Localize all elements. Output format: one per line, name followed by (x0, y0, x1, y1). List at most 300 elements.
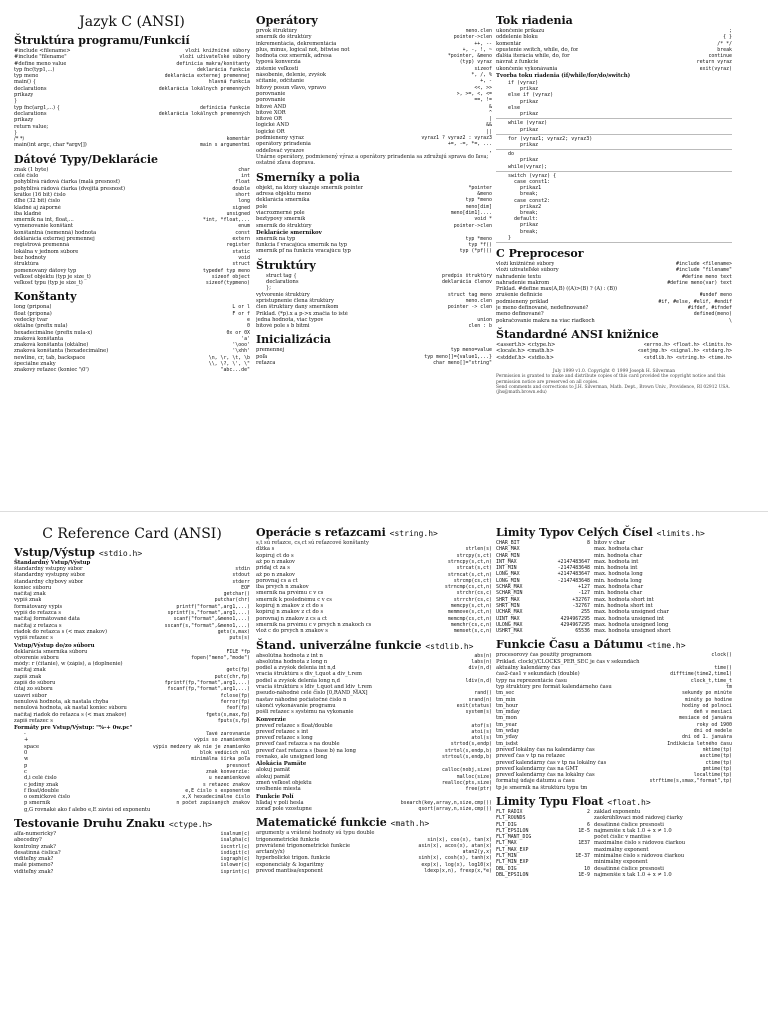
entry-value: unsigned (226, 210, 250, 217)
section-constants-heading: Konštanty (14, 290, 77, 304)
entry-value: dni od 1. januára (681, 734, 732, 741)
entry-label: vloží knižničné súbory (496, 260, 555, 267)
code-block: switch (vyraz) { case const1: prikaz1 break; case const2: prikaz2 break; default: prikaz break; } (496, 172, 732, 243)
entry-label: typová konverzia (256, 59, 301, 66)
structs-def-list (256, 273, 492, 292)
limit-name: FLT_RADIX (496, 808, 523, 815)
entry-value: strchr(cs,c) (456, 590, 492, 597)
limit-row (496, 628, 732, 634)
entry-label: uvoľnenie miesta (256, 786, 301, 793)
entry-value: /* */ (717, 40, 732, 47)
section-operators-heading: Operátory (256, 14, 318, 27)
entry-label: c (24, 768, 27, 775)
entry-value: <stdlib.h> <string.h> <time.h> (643, 354, 732, 361)
entry-label: <stddef.h> <stdio.h> (496, 354, 554, 361)
limit-value: +2147483647 (557, 558, 590, 565)
entry-label: declarations (14, 85, 47, 92)
entry-value: <errno.h> <float.h> <limits.h> (643, 341, 732, 348)
entry-value: typ *meno (465, 235, 492, 242)
entry-value: typ meno[]={value1,...} (424, 353, 492, 360)
entry-label: vlož c do prvých n znakov s (256, 628, 328, 635)
entry-value: definícia funkcie (199, 104, 250, 111)
entry-value: '\ooo' (232, 342, 250, 349)
limit-description: maximálny exponent (594, 846, 649, 853)
limit-name: FLT_DIG (496, 821, 517, 828)
entry-label: preveď kalendárny čas na GMT (496, 765, 579, 772)
entry-label: tm_sec (496, 690, 515, 697)
limit-name: DBL_DIG (496, 865, 517, 872)
entry-label: vytvorenie štruktúry (256, 291, 310, 298)
ctype-list (14, 831, 250, 875)
entry-label: Príklad. clock()/CLOCKS_PER_SEC je čas v sekundách (496, 658, 640, 665)
limit-description: max. hodnota unsigned char (594, 609, 669, 616)
entry-value: \n, \r, \t, \b (208, 354, 250, 361)
entry-value: pointer->clen (453, 222, 492, 229)
entry-label: zmeň veľkosť objektu (256, 779, 312, 786)
entry-label: načítaj znak (14, 667, 46, 674)
entry-label: }; (266, 285, 272, 292)
entry-label: tm_year (496, 721, 518, 728)
entry-label: vracia štruktúru s div_t.quot a div_t.rem (256, 671, 362, 678)
entry-label: jedna hodnota, viac typov (256, 316, 324, 323)
entry-value: srand(n) (468, 696, 492, 703)
limit-description: min. hodnota char (594, 590, 643, 597)
operators-note: Unárne operátory, podmienený výraz a operátory priradenia sa združujú sprava do ľava; ostatné zľava doprava. (256, 153, 489, 167)
section-flow-heading: Tok riadenia (496, 14, 573, 27)
limit-description: minimálne číslo s rádovou čiarkou (594, 853, 685, 860)
limit-value: 4294967295 (560, 615, 590, 622)
entry-value: abs(n) (474, 652, 492, 659)
entry-label: reťazca (256, 359, 276, 366)
entry-label: typ fnc(typ1,...) (14, 66, 55, 73)
entry-value: fclose(fp) (220, 692, 250, 699)
entry-value: (typ) vyraz (459, 59, 492, 66)
entry-value: meno.clen (465, 28, 492, 34)
entry-label: koniec súboru (14, 584, 52, 591)
entry-label: hyperbolické trigon. funkcie (256, 855, 331, 862)
limit-description: desatinné číslice presnosti (594, 821, 664, 828)
section-pointers-heading: Smerníky a polia (256, 170, 360, 184)
limits-heading-text: Limity Typov Celých Čísel (496, 526, 653, 539)
entry-label: preveď časť reťazca s (base b) na long (256, 747, 356, 754)
entry-label: príkazy (14, 92, 34, 99)
entry-label: Príklad. #define max(A,B) ((A)>(B) ? (A) : (B)) (496, 286, 618, 293)
entry-label: zrušenie definície (496, 292, 543, 299)
entry-value: strcat(s,ct) (456, 565, 492, 572)
entry-label: alokuj pamäť (256, 767, 291, 774)
entry-value: union (477, 316, 492, 323)
float-header-file: <float.h> (607, 797, 651, 807)
entry-value: asin(x), acos(x), atan(x) (418, 842, 492, 849)
entry-value: EOF (241, 584, 250, 591)
entry-row (256, 806, 492, 812)
entry-value: char meno[]="string" (433, 359, 492, 366)
entry-value: strtoul(s,endp,b) (441, 754, 492, 761)
entry-label: g,G rovnaké ako f alebo e,E závisí od exponentu (24, 806, 151, 813)
entry-label: objekt, na ktorý ukazuje smerník pointer (256, 184, 364, 191)
entry-label: pohyblivá rádová čiarka (malá presnosť) (14, 179, 120, 186)
entry-value: , (489, 147, 492, 154)
entry-row (256, 628, 492, 634)
entry-value: extern (232, 236, 250, 243)
page1-column-2 (256, 10, 492, 366)
string-list (256, 546, 492, 634)
entry-value: u nezamienkové (208, 775, 250, 782)
limit-description: max. hodnota unsigned long (594, 621, 669, 628)
entry-value: predpis štruktúry (441, 272, 492, 279)
entry-value: meno.clen (465, 297, 492, 304)
limit-description: max. hodnota char (594, 546, 644, 553)
entry-value: meno[dim] (465, 203, 492, 210)
entry-label: bitový posun vľavo, vpravo (256, 84, 327, 91)
entry-label: zistenie veľkosti (256, 65, 299, 72)
entry-value: ^ (489, 109, 492, 116)
stdlib-conv-list (256, 723, 492, 761)
entry-value: definícia makra/konštanty (176, 60, 250, 67)
entry-value: signed (232, 204, 250, 211)
limit-name: SCHAR_MAX (496, 584, 523, 591)
entry-value: <setjmp.h> <signal.h> <stdarg.h> (637, 348, 732, 355)
entry-label: deklarácia smerníka súboru (14, 648, 88, 655)
stdlib-sub3: Funkcie Polí (256, 793, 294, 800)
entry-value: #if, #else, #elif, #endif (658, 298, 732, 305)
entry-value: getchar() (223, 591, 250, 598)
entry-label: p (24, 762, 28, 769)
limit-name: CHAR_MIN (496, 552, 520, 559)
entry-label: } (14, 98, 18, 105)
entry-value: iscntrl(c) (220, 843, 250, 850)
entry-value: pointer->clen (453, 34, 492, 41)
types-list (14, 167, 250, 287)
entry-label: návrat z funkcie (496, 59, 539, 66)
entry-label: vypíš reťazec s (14, 635, 53, 642)
entry-label: pošli reťazec s systému na vykonanie (256, 709, 354, 716)
limit-value: 255 (581, 609, 590, 616)
entry-label: f float/double (24, 787, 59, 794)
entry-value: ferror(fp) (220, 698, 250, 705)
limit-name: INT_MAX (496, 558, 517, 565)
entry-value: fprintf(fp,"format",arg1,...) (164, 680, 250, 687)
limit-description: min. hodnota char (594, 552, 643, 559)
entry-label: w (24, 756, 29, 763)
limit-name: FLT_MIN_EXP (496, 859, 529, 866)
entry-label: smerník k poslednému c v cs (256, 596, 332, 603)
io-sub2: Vstup/Výstup do/zo súboru (14, 642, 95, 649)
entry-label: trigonometrické funkcie (256, 836, 320, 843)
entry-value: "abc...de" (220, 367, 250, 374)
limit-name: SHRT_MAX (496, 596, 520, 603)
entry-value: feof(fp) (226, 705, 250, 712)
entry-value: clock_t,time_t (690, 677, 732, 684)
page2-column-1 (14, 522, 250, 875)
entry-value: time() (714, 665, 732, 672)
entry-value: memcmp(cs,ct,n) (447, 615, 492, 622)
pointers-subheading: Deklarácie smerníkov (256, 229, 322, 236)
page1-column-3 (496, 10, 732, 396)
entry-label: preveď lokálny čas na kalendárny čas (496, 746, 595, 753)
entry-value: deklarácia externej premennej (164, 73, 250, 80)
entry-label: načítaj riadok do reťazca s (< max znakov) (14, 711, 127, 718)
entry-value: +, - (480, 78, 492, 85)
limits-header-file: <limits.h> (656, 529, 705, 538)
entry-label: smerník na prvému c v cs (256, 590, 324, 597)
math-header-file: <math.h> (390, 819, 430, 829)
entry-value: #ifdef, #ifndef (687, 305, 732, 312)
entry-label: iba kladné (14, 210, 42, 217)
entry-label: vypíš znak (14, 597, 42, 604)
entry-value: presnosť (226, 762, 250, 769)
entry-row (14, 869, 250, 875)
entry-label: kladné aj záporné (14, 204, 61, 211)
entry-value: defined(meno) (693, 311, 732, 318)
entry-label: veľkosť typu (typ je size_t) (14, 280, 83, 287)
entry-value: sizeof(typmeno) (205, 280, 250, 287)
footer-permission: Permission is granted to make and distribute copies of this card provided the copyright notice and this permission notice are preserved on all copies. (496, 374, 726, 385)
entry-label: prvok štruktúry (256, 28, 298, 34)
limit-name: DBL_EPSILON (496, 871, 529, 878)
entry-value: calloc(nobj,size) (441, 767, 492, 774)
entry-label: malé písmeno? (14, 862, 54, 869)
entry-label: o osmičkové číslo (24, 794, 70, 801)
section-time-heading (496, 638, 732, 651)
entry-label: declarations (14, 110, 47, 117)
entry-label: preveď kalendárny čas na lokálny čas (496, 772, 595, 779)
entry-row (256, 754, 492, 760)
entry-label: space (24, 743, 40, 750)
entry-value: strncat(s,ct,n) (447, 571, 492, 578)
limit-name: FLT_EPSILON (496, 827, 529, 834)
entry-value: meno[dim1].... (450, 209, 492, 216)
entry-value: minimálna šírka poľa (191, 756, 250, 763)
entry-label: módy: r (čítanie), w (zápis), a (doplnenie) (14, 661, 123, 668)
entry-label: exponenciály & logaritmy (256, 861, 324, 868)
entry-value: tm (726, 683, 732, 690)
entry-value: qsort(array,n,size,cmp()) (418, 805, 492, 812)
entry-label: lokálna v jednom súbore (14, 248, 79, 255)
stdlib-header-file: <stdlib.h> (425, 641, 474, 651)
entry-label: zapíš reťazec s (14, 717, 53, 724)
limit-description: zaokrúhľovací mód rádovej čiarky (594, 815, 683, 822)
entry-value: roky od 1900 (696, 721, 732, 728)
entry-label: tm_min (496, 696, 516, 703)
entry-row (24, 807, 250, 813)
entry-label: znaková konštanta (oktálne) (14, 342, 89, 349)
entry-label: nastav náhodné počiatočné číslo n (256, 696, 347, 703)
entry-label: #include "filename" (14, 54, 67, 61)
entry-value: puts(s) (229, 635, 250, 642)
entry-label: preveď reťazec s int (256, 728, 309, 735)
code-block: do prikaz while(vyraz); (496, 150, 732, 172)
entry-label: newline, cr, tab, backspace (14, 354, 86, 361)
limit-name: INT_MIN (496, 565, 517, 572)
entry-value: dni od nedele (693, 728, 732, 735)
entry-value: div(n,d) (468, 665, 492, 672)
preproc-list (496, 261, 732, 324)
entry-value: double (232, 185, 250, 192)
entry-value: #define meno(var) text (667, 279, 732, 286)
entry-label: sčítanie, odčítanie (256, 78, 305, 85)
entry-value: Indikácia letného času (667, 740, 732, 747)
entry-value: ; (729, 28, 732, 34)
entry-label: pole (256, 203, 268, 210)
flow-code-blocks (496, 79, 732, 243)
limit-name: USHRT_MAX (496, 628, 523, 635)
entry-value: '\xhh' (232, 348, 250, 355)
entry-value: bsearch(key,array,n,size,cmp()) (400, 799, 492, 806)
entry-label: až po n znakov (256, 571, 295, 578)
entry-label: čítaj zo súboru (14, 686, 53, 693)
entry-value: +, -, !, ~ (462, 46, 492, 53)
entry-label: iba prvých n znakov (256, 584, 309, 591)
entry-value: { } (723, 34, 732, 41)
entry-value: fputs(s,fp) (217, 717, 250, 724)
code-block: while (vyraz) prikaz (496, 119, 732, 134)
entry-label: premennej (256, 347, 285, 354)
entry-label: alfa-numerický? (14, 830, 57, 837)
entry-value: register (226, 242, 250, 249)
entry-label: kopíruj n znakov z ct do s (256, 603, 324, 610)
structs-list (256, 292, 492, 330)
entry-label: ďalšia iterácia while, do, for (496, 53, 570, 60)
entry-label: c jediný znak (24, 781, 59, 788)
entry-row (14, 280, 250, 286)
entry-label: hodnota cez smerník, adresa (256, 53, 332, 60)
limit-description: bitov v char (594, 540, 626, 546)
entry-value: +=, -=, *=, ... (447, 141, 492, 148)
entry-value: free(ptr) (465, 786, 492, 793)
entry-label: znaková konštanta (14, 335, 64, 342)
entry-value: strncpy(s,ct,n) (447, 559, 492, 565)
section-preproc-heading: C Preprocesor (496, 246, 584, 260)
entry-value: \ (729, 317, 732, 324)
stdlib-sub1: Konverzie (256, 716, 287, 723)
section-types-heading: Dátové Typy/Deklarácie (14, 152, 159, 166)
section-libs-heading: Štandardné ANSI knižnice (496, 327, 659, 341)
entry-label: registrová premenná (14, 242, 70, 249)
limit-value: 8 (587, 540, 590, 546)
entry-label: float (prípona) (14, 310, 52, 317)
string-note: s,t sú reťazce, cs,ct sú reťazcové konštanty (256, 540, 369, 546)
entry-label: znakový reťazec (koniec '\0') (14, 367, 89, 374)
entry-value: *pointer, &meno (447, 53, 492, 60)
entry-label: podiel a zvyšok delenia int n,d (256, 665, 336, 672)
entry-value: void * (474, 216, 492, 223)
entry-label: formátuj údaje dátumu a času (496, 778, 575, 785)
entry-label: rovnako, ale unsigned long (256, 754, 328, 761)
entry-value: výpis so znamienkom (194, 737, 250, 744)
entry-label: bitové XOR (256, 109, 286, 116)
entry-label: komentár (496, 40, 522, 47)
limit-description: max. hodnota unsigned short (594, 628, 671, 635)
limit-value: 1E37 (578, 840, 590, 847)
entry-label: uzavri súbor (14, 692, 47, 699)
entry-label: pseudo-náhodné celé číslo [0,RAND_MAX] (256, 690, 368, 697)
entry-value: znak konverzie: (205, 768, 250, 775)
entry-value: exp(x), log(x), log10(x) (421, 861, 492, 868)
limit-name: SCHAR_MIN (496, 590, 523, 597)
entry-value: *int, *float,... (202, 217, 250, 224)
time-heading-text: Funkcie Času a Dátumu (496, 638, 644, 652)
entry-label: p smerník (24, 800, 51, 807)
entry-row (496, 318, 732, 324)
entry-label: porovnanie (256, 97, 286, 104)
entry-label: sprístupnenie člena štruktúry (256, 297, 334, 304)
entry-value: long (238, 198, 250, 205)
entry-value: hodiny od polnoci (681, 702, 732, 709)
limit-description: min. hodnota short int (594, 602, 653, 609)
entry-value: L or l (232, 304, 250, 311)
entry-label: zapíš znak (14, 673, 42, 680)
entry-label: nenulová hodnota, ak nastala chyba (14, 698, 109, 705)
entry-value: typedef typ meno (202, 267, 250, 274)
string-heading-text: Operácie s reťazcami (256, 526, 386, 539)
limit-description: min. hodnota int (594, 565, 638, 572)
section-limits-heading (496, 526, 732, 539)
entry-label: znak (1 byte) (14, 166, 49, 173)
limit-description: min. hodnota long (594, 577, 642, 584)
entry-label: <assert.h> <ctype.h> (496, 341, 556, 348)
entry-value: minúty po hodine (684, 696, 732, 703)
entry-label: kontrolný znak? (14, 843, 56, 850)
entry-value: ldiv(n,d) (465, 677, 492, 684)
entry-row (256, 786, 492, 792)
entry-label: preveď kalendárny čas v tp na lokálny čas (496, 759, 607, 766)
limit-description: max. hodnota long (594, 571, 643, 578)
entry-value: memmove(s,ct,n) (447, 609, 492, 616)
limit-value: +127 (578, 584, 590, 591)
entry-value: 'a' (241, 335, 250, 342)
limit-name: FLT_MANT_DIG (496, 834, 532, 841)
entry-value: break (717, 46, 732, 53)
entry-value: fopen("meno","mode") (191, 654, 250, 661)
entry-label: vracia štruktúru s ldiv_t.quot and ldiv_t.rem (256, 684, 372, 691)
entry-value: \\, \?, \', \" (208, 361, 250, 368)
entry-value: const (235, 229, 250, 236)
entry-value: return vyraz (696, 59, 732, 66)
entry-value: #include <filename> (676, 260, 732, 267)
entry-label: ukonči vykonávanie programu (256, 702, 336, 709)
entry-label: vymenovanie konštánt (14, 223, 73, 230)
stdlib-array-list (256, 800, 492, 813)
entry-label: tm_mday (496, 709, 520, 716)
entry-value: atof(s) (471, 722, 492, 729)
entry-label: smerník na int, float,... (14, 217, 74, 224)
entry-value: *, /, % (471, 72, 492, 79)
limit-value: 10 (584, 865, 590, 872)
entry-label: preveď časť reťazca s na double (256, 741, 340, 748)
entry-label: - (24, 731, 26, 738)
entry-value: typ *meno (465, 197, 492, 204)
entry-value: | (489, 116, 492, 123)
entry-value: fscanf(fp,"format",arg1,...) (167, 686, 250, 693)
limit-name: SHRT_MIN (496, 602, 520, 609)
entry-label: ukončenie príkazu (496, 28, 545, 34)
entry-value: char (238, 166, 250, 173)
entry-value: vloží knižničné súbory (185, 48, 250, 54)
entry-label: dĺžka s (256, 546, 275, 553)
entry-value: komentár (226, 136, 250, 143)
entry-value: isalnum(c) (220, 830, 250, 837)
entry-label: typ meno (14, 73, 39, 80)
entry-value: vyraz1 ? vyraz2 : vyraz3 (421, 135, 492, 142)
entry-label: desatinná číslica? (14, 849, 61, 856)
limit-value: 1E-37 (575, 853, 590, 860)
limit-name: UCHAR_MAX (496, 609, 523, 616)
entry-label: je meno definované, nedefinované? (496, 305, 589, 312)
entry-value: 0x or 0X (226, 329, 250, 336)
limit-value: -127 (578, 590, 590, 597)
section-init-heading: Inicializácia (256, 333, 332, 347)
